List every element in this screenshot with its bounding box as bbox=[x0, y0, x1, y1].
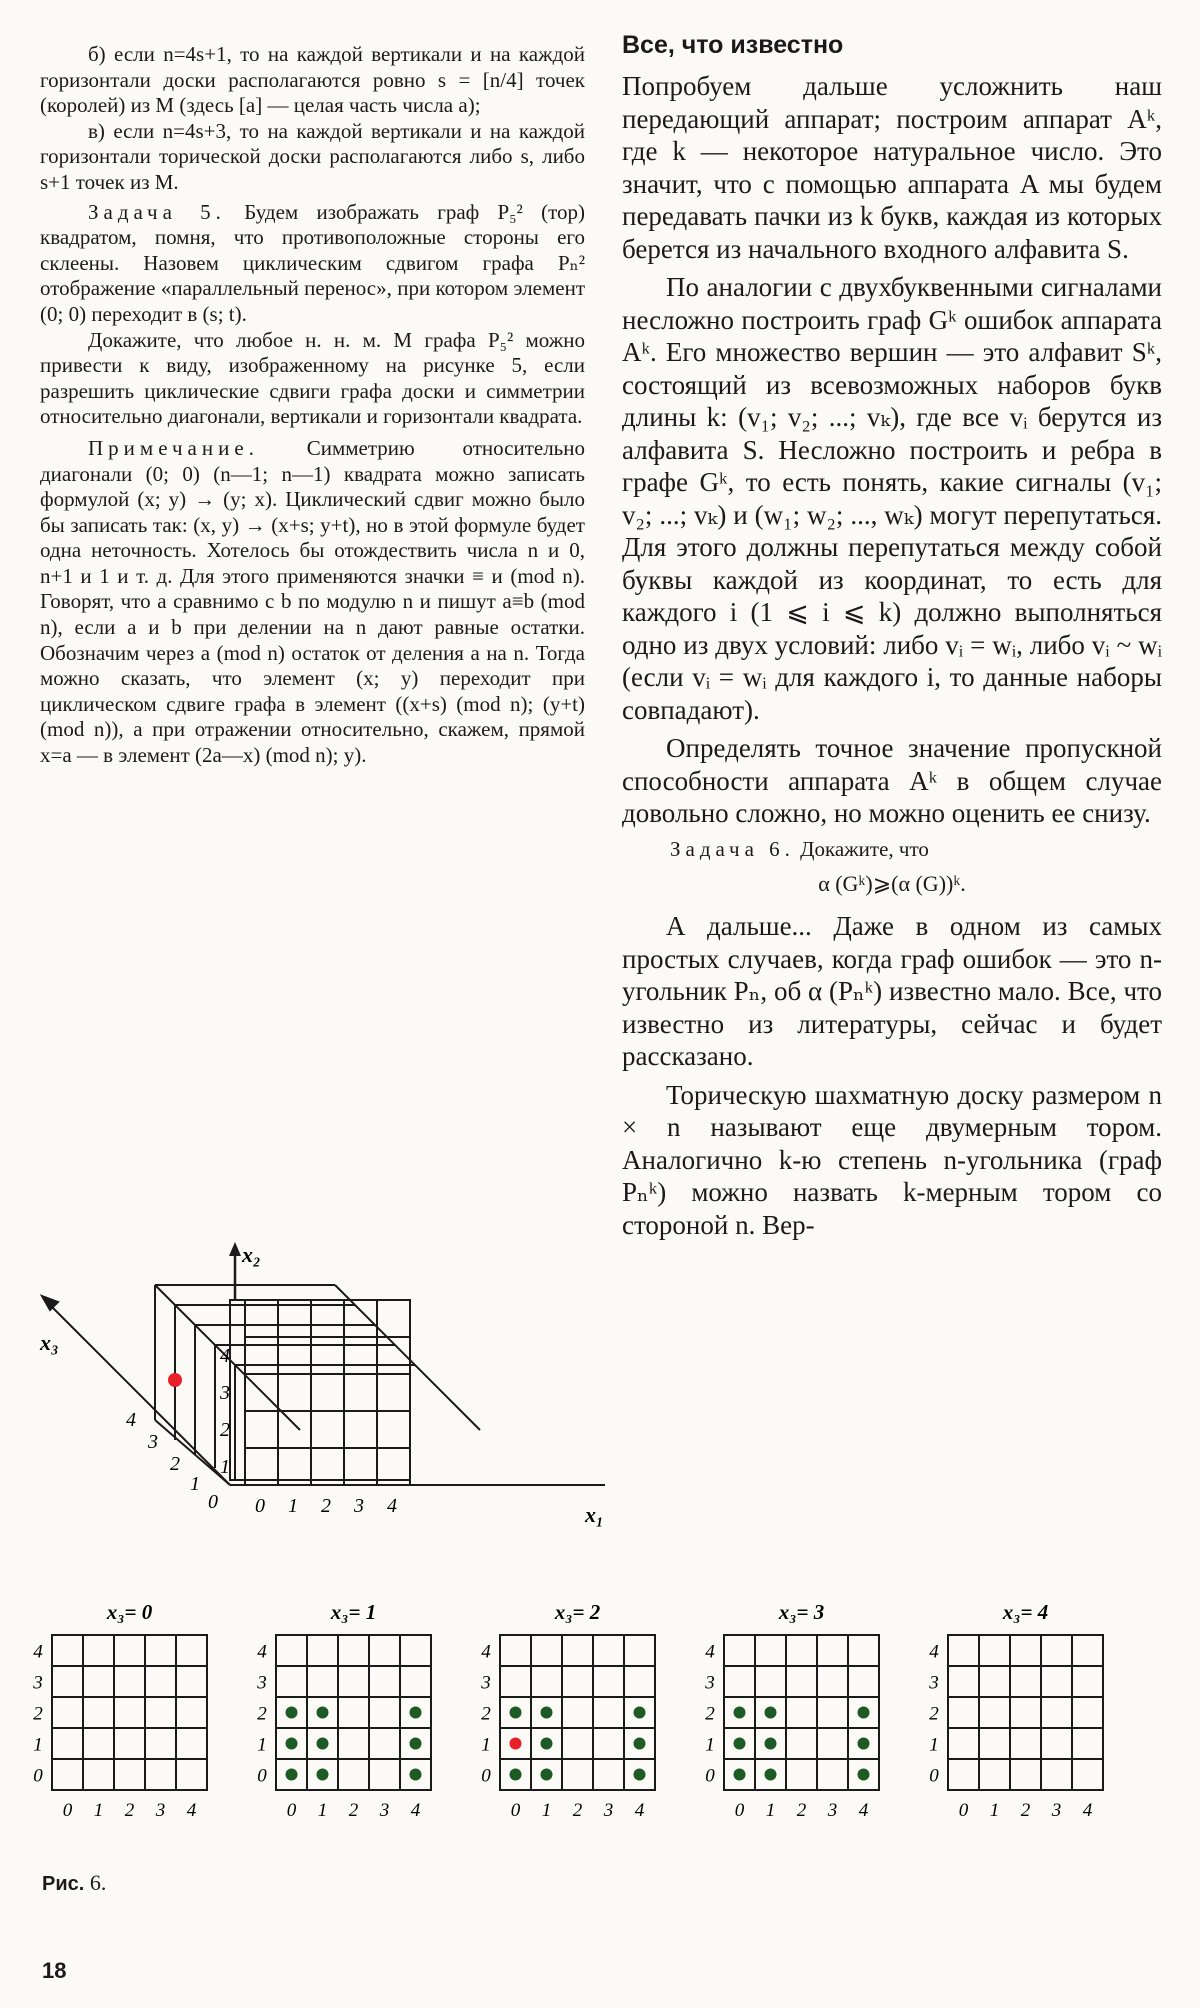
figure-6-svg bbox=[30, 1595, 1180, 1865]
slice-title: x₃= 1 bbox=[330, 1600, 377, 1624]
paragraph-graph: По аналогии с двухбуквенными сигналами несложно построить граф Gᵏ ошибок аппарата Aᵏ. Его множество вершин — это алфавит Sᵏ, состоящий из всевозможных наборов букв длины k: (v₁; v₂; ...; vₖ), где все vᵢ берутся из алфавита S. Несложно построить и ребра в графе Gᵏ, то есть понять, какие сигналы (v₁; v₂; ...; vₖ) и (w₁; w₂; ..., wₖ) могут перепутаться. Для этого должны перепутаться между собой буквы каждой из координат, то есть для каждого i (1 ⩽ i ⩽ k) должно выполняться одно из двух условий: либо vᵢ = wᵢ, либо vᵢ ~ wᵢ (если vᵢ = wᵢ для каждого i, то данные наборы совпадают). bbox=[622, 272, 1162, 725]
x3-axis-line bbox=[45, 1300, 230, 1485]
row-tick: 1 bbox=[257, 1734, 267, 1756]
row-tick: 1 bbox=[481, 1734, 491, 1756]
col-tick: 3 bbox=[379, 1800, 390, 1821]
section-heading: Все, что известно bbox=[622, 31, 844, 59]
task6-text: Докажите, что bbox=[800, 836, 929, 861]
note-label: Примечание. bbox=[88, 435, 259, 460]
fig5-red-dot bbox=[168, 1373, 182, 1387]
row-tick: 0 bbox=[929, 1765, 939, 1787]
row-tick: 0 bbox=[705, 1765, 715, 1787]
left-column bbox=[40, 42, 585, 769]
x3-tick: 2 bbox=[170, 1453, 180, 1475]
col-tick: 3 bbox=[1051, 1800, 1062, 1821]
paragraph-prove: Докажите, что любое н. н. м. M графа P₅² можно привести к виду, изображенному на рисунке 5, если разрешить циклические сдвиги графа доски и симметрии относительно диагонали, вертикали и горизонтали квадрата. bbox=[40, 327, 585, 429]
x2-tick: 2 bbox=[220, 1419, 230, 1441]
paragraph-further: А дальше... Даже в одном из самых простых случаев, когда граф ошибок — это n-угольник Pₙ, об α (Pₙᵏ) известно мало. Все, что известно из литературы, сейчас и будет рассказано. bbox=[622, 911, 1162, 1071]
col-tick: 0 bbox=[958, 1800, 969, 1821]
paragraph-case-c: в) если n=4s+3, то на каждой вертикали и на каждой горизонтали торической доски располагаются либо s, либо s+1 точек из M. bbox=[40, 118, 585, 194]
row-tick: 2 bbox=[33, 1703, 43, 1725]
green-dot bbox=[858, 1769, 870, 1781]
x1-tick: 0 bbox=[255, 1495, 265, 1517]
green-dot bbox=[317, 1769, 329, 1781]
green-dot bbox=[541, 1769, 553, 1781]
x3-axis-label: x₃ bbox=[40, 1330, 59, 1355]
x1-axis-label: x₁ bbox=[585, 1502, 604, 1527]
x2-ticks bbox=[219, 1345, 230, 1478]
green-dot bbox=[510, 1769, 522, 1781]
row-tick: 1 bbox=[929, 1734, 939, 1756]
task5 bbox=[40, 200, 585, 328]
col-tick: 2 bbox=[796, 1800, 807, 1821]
caption-number: 6. bbox=[89, 1870, 107, 1895]
paragraph-apparatus: Попробуем дальше усложнить наш передающий аппарат; построим аппарат Aᵏ, где k — некоторое натуральное число. Это значит, что с помощью аппарата A мы будем передавать пачки из k букв, каждая из которых берется из начального входного алфавита S. bbox=[622, 71, 1162, 264]
x3-tick: 3 bbox=[148, 1431, 158, 1453]
col-tick: 0 bbox=[62, 1800, 73, 1821]
x2-tick: 4 bbox=[220, 1345, 230, 1367]
row-tick: 2 bbox=[705, 1703, 715, 1725]
col-tick: 3 bbox=[827, 1800, 838, 1821]
x2-tick: 3 bbox=[220, 1382, 230, 1404]
front-face-grid bbox=[245, 1300, 410, 1485]
row-tick: 4 bbox=[481, 1641, 491, 1663]
row-tick: 0 bbox=[257, 1765, 267, 1787]
green-dot bbox=[410, 1769, 422, 1781]
row-tick: 3 bbox=[929, 1672, 939, 1694]
green-dot bbox=[765, 1707, 777, 1719]
green-dot bbox=[634, 1738, 646, 1750]
x1-tick: 1 bbox=[288, 1495, 298, 1517]
col-tick: 0 bbox=[286, 1800, 297, 1821]
green-dot bbox=[410, 1707, 422, 1719]
green-dot bbox=[765, 1738, 777, 1750]
row-tick: 1 bbox=[33, 1734, 43, 1756]
row-tick: 3 bbox=[257, 1672, 267, 1694]
task5-text: Будем изображать граф P₅² (тор) квадратом, помня, что противоположные стороны его склеены. Назовем циклическим сдвигом графа Pₙ² отображение «параллельный перенос», при котором элемент (0; 0) переходит в (s; t). bbox=[40, 199, 585, 326]
paragraph-torus: Торическую шахматную доску размером n × n называют еще двумерным тором. Аналогично k-ю степень n-угольника (граф Pₙᵏ) можно назвать k-мерным тором со стороной n. Вер- bbox=[622, 1079, 1162, 1240]
col-tick: 1 bbox=[317, 1800, 328, 1821]
note-text: Симметрию относительно диагонали (0; 0) (n—1; n—1) квадрата можно записать формулой (x; y) → (y; x). Циклический сдвиг можно было бы записать так: (x, y) → (x+s; y+t), но в этой формуле будет одна неточность. Хотелось бы отождествить числа n и 0, n+1 и 1 и т. д. Для этого применяются значки ≡ и (mod n). Говорят, что a сравнимо с b по модулю n и пишут a≡b (mod n), если a и b при делении на n дают равные остатки. Обозначим через a (mod n) остаток от деления a на n. Тогда можно сказать, что элемент (x; y) переходит при циклическом сдвиге графа в элемент ((x+s) (mod n); (y+t) (mod n)), а при отражении относительно, скажем, прямой x=a — в элемент (2a—x) (mod n); y). bbox=[40, 435, 585, 768]
col-tick: 0 bbox=[510, 1800, 521, 1821]
row-tick: 4 bbox=[257, 1641, 267, 1663]
task6-label: Задача 6. bbox=[670, 836, 795, 861]
green-dot bbox=[541, 1738, 553, 1750]
slice-panel bbox=[704, 1600, 879, 1821]
task5-label: Задача 5. bbox=[88, 199, 226, 224]
slice-grid-border bbox=[276, 1635, 431, 1790]
slice-grid-border bbox=[500, 1635, 655, 1790]
green-dot bbox=[317, 1707, 329, 1719]
row-tick: 4 bbox=[705, 1641, 715, 1663]
slice-grid-border bbox=[724, 1635, 879, 1790]
slice-panel bbox=[928, 1600, 1103, 1821]
row-tick: 3 bbox=[33, 1672, 43, 1694]
green-dot bbox=[286, 1738, 298, 1750]
col-tick: 1 bbox=[765, 1800, 776, 1821]
green-dot bbox=[541, 1707, 553, 1719]
red-dot bbox=[510, 1738, 522, 1750]
col-tick: 4 bbox=[410, 1800, 421, 1821]
x1-tick: 2 bbox=[321, 1495, 331, 1517]
green-dot bbox=[634, 1707, 646, 1719]
x1-ticks bbox=[255, 1495, 397, 1517]
green-dot bbox=[286, 1769, 298, 1781]
note bbox=[40, 436, 585, 769]
x2-arrow-icon bbox=[229, 1242, 241, 1256]
figure-5 bbox=[30, 1200, 620, 1590]
slice-title: x₃= 2 bbox=[554, 1600, 601, 1624]
slice-grid-border bbox=[52, 1635, 207, 1790]
col-tick: 1 bbox=[541, 1800, 552, 1821]
green-dot bbox=[734, 1707, 746, 1719]
col-tick: 4 bbox=[634, 1800, 645, 1821]
figure-6 bbox=[30, 1595, 1180, 1865]
x1-tick: 4 bbox=[387, 1495, 397, 1517]
green-dot bbox=[858, 1738, 870, 1750]
slice-title: x₃= 0 bbox=[106, 1600, 153, 1624]
page-number: 18 bbox=[42, 1958, 67, 1983]
row-tick: 3 bbox=[481, 1672, 491, 1694]
figure-caption bbox=[42, 1870, 106, 1896]
green-dot bbox=[734, 1738, 746, 1750]
slice-title: x₃= 3 bbox=[778, 1600, 825, 1624]
task6 bbox=[622, 836, 1162, 862]
task6-formula: α (Gᵏ)⩾(α (G))ᵏ. bbox=[818, 870, 966, 896]
row-tick: 2 bbox=[257, 1703, 267, 1725]
green-dot bbox=[410, 1738, 422, 1750]
green-dot bbox=[858, 1707, 870, 1719]
row-tick: 2 bbox=[481, 1703, 491, 1725]
col-tick: 2 bbox=[1020, 1800, 1031, 1821]
x2-axis-label: x₂ bbox=[242, 1242, 261, 1267]
row-tick: 4 bbox=[929, 1641, 939, 1663]
green-dot bbox=[734, 1769, 746, 1781]
col-tick: 1 bbox=[93, 1800, 104, 1821]
green-dot bbox=[510, 1707, 522, 1719]
col-tick: 3 bbox=[603, 1800, 614, 1821]
paragraph-case-b: б) если n=4s+1, то на каждой вертикали и на каждой горизонтали доски располагаются ровно s = [n/4] точек (королей) из M (здесь [a] — целая часть числа a); bbox=[40, 42, 585, 118]
x3-ticks bbox=[126, 1409, 218, 1513]
slice-panel bbox=[480, 1600, 655, 1821]
col-tick: 4 bbox=[1082, 1800, 1093, 1821]
slice-title: x₃= 4 bbox=[1002, 1600, 1049, 1624]
col-tick: 4 bbox=[186, 1800, 197, 1821]
col-tick: 2 bbox=[348, 1800, 359, 1821]
green-dot bbox=[286, 1707, 298, 1719]
paragraph-estimate: Определять точное значение пропускной способности аппарата Aᵏ в общем случае довольно сложно, но можно оценить ее снизу. bbox=[622, 733, 1162, 828]
x1-tick: 3 bbox=[354, 1495, 364, 1517]
right-column bbox=[622, 30, 1162, 1247]
col-tick: 2 bbox=[124, 1800, 135, 1821]
slice-panel bbox=[256, 1600, 431, 1821]
col-tick: 1 bbox=[989, 1800, 1000, 1821]
x2-tick: 1 bbox=[220, 1456, 230, 1478]
x3-tick: 4 bbox=[126, 1409, 136, 1431]
x3-tick: 1 bbox=[190, 1473, 200, 1495]
green-dot bbox=[634, 1769, 646, 1781]
row-tick: 1 bbox=[705, 1734, 715, 1756]
slice-panel bbox=[32, 1600, 207, 1821]
col-tick: 0 bbox=[734, 1800, 745, 1821]
col-tick: 4 bbox=[858, 1800, 869, 1821]
row-tick: 0 bbox=[33, 1765, 43, 1787]
row-tick: 0 bbox=[481, 1765, 491, 1787]
caption-label: Рис. bbox=[42, 1873, 85, 1895]
row-tick: 4 bbox=[33, 1641, 43, 1663]
green-dot bbox=[317, 1738, 329, 1750]
row-tick: 3 bbox=[705, 1672, 715, 1694]
row-tick: 2 bbox=[929, 1703, 939, 1725]
green-dot bbox=[765, 1769, 777, 1781]
x3-tick: 0 bbox=[208, 1491, 218, 1513]
figure-5-svg bbox=[30, 1200, 620, 1590]
col-tick: 3 bbox=[155, 1800, 166, 1821]
x3-arrow-icon bbox=[42, 1296, 58, 1310]
col-tick: 2 bbox=[572, 1800, 583, 1821]
slice-grid-border bbox=[948, 1635, 1103, 1790]
